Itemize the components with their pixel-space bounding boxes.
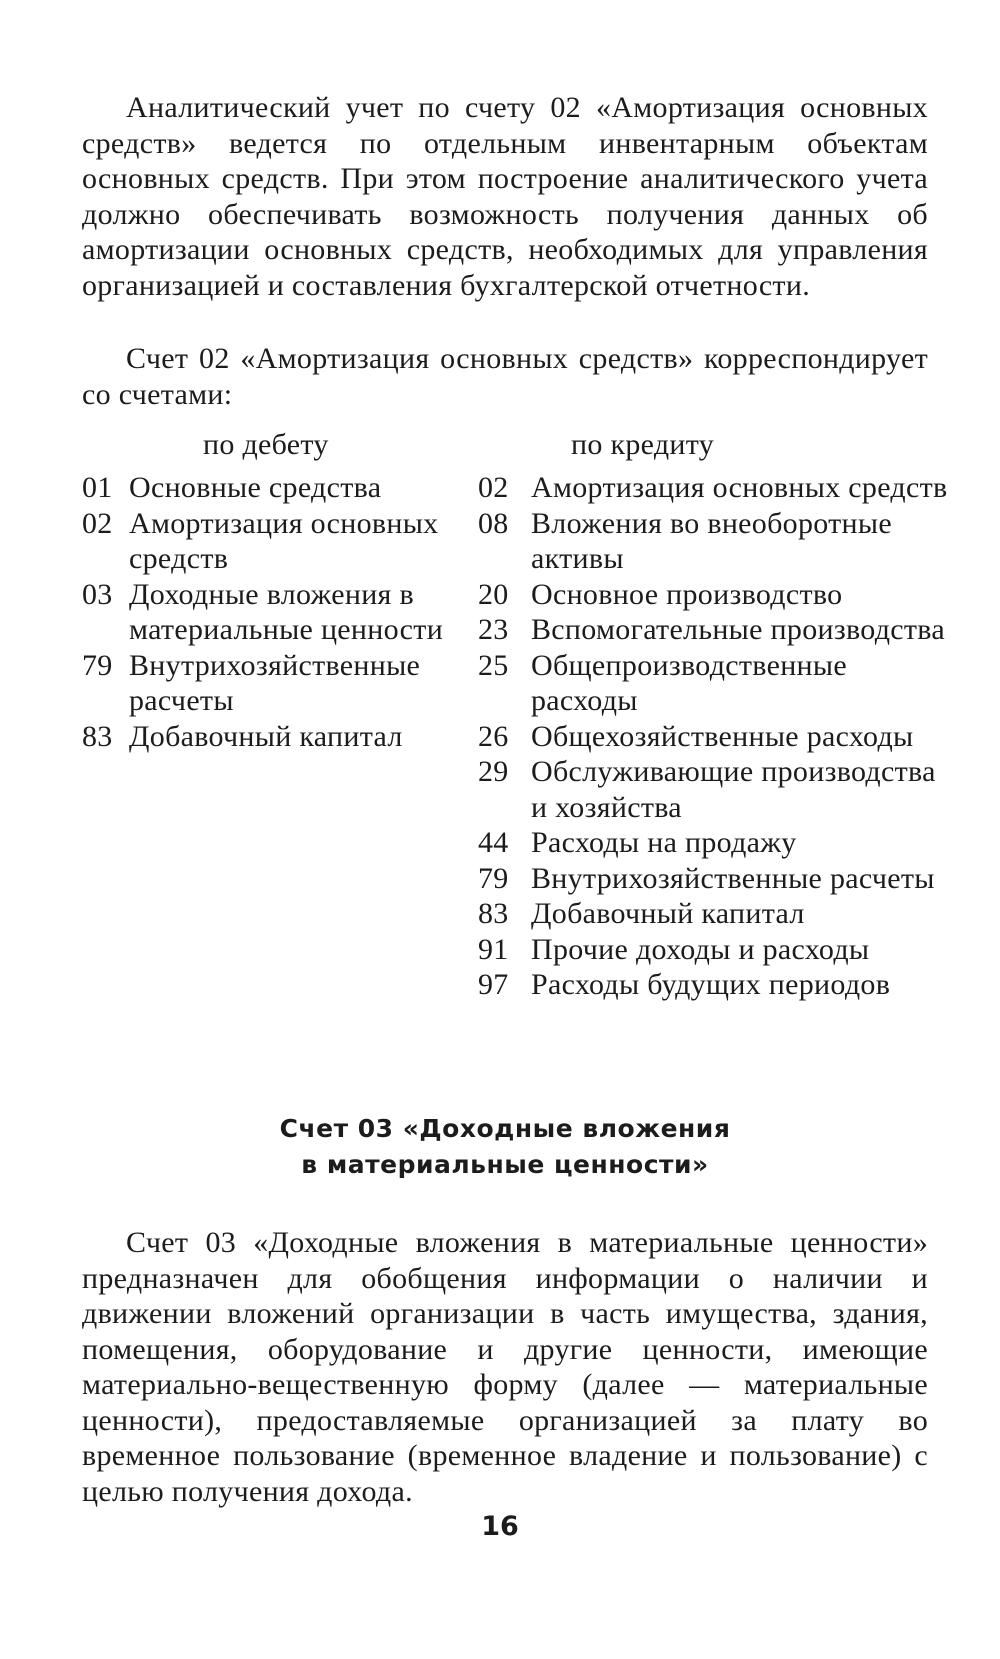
debit-accounts-list	[82, 470, 467, 754]
list-item	[478, 967, 948, 1003]
account-code: 91	[478, 932, 509, 966]
list-item	[478, 754, 948, 825]
list-item	[478, 506, 948, 577]
account-code: 25	[478, 648, 509, 682]
account-name: Расходы на продажу	[531, 826, 797, 859]
list-item	[478, 719, 948, 755]
account-code: 44	[478, 826, 509, 859]
list-item	[82, 577, 467, 648]
account-name: Обслуживающие производства и хозяйства	[531, 755, 936, 824]
list-item	[478, 861, 948, 897]
account-code: 29	[478, 755, 509, 788]
list-item	[478, 612, 948, 648]
account-name: Расходы будущих периодов	[531, 968, 891, 1001]
list-item	[478, 896, 948, 932]
account-name: Добавочный капитал	[129, 719, 403, 753]
account-code: 23	[478, 613, 509, 646]
account-code: 01	[82, 471, 113, 504]
account-code: 26	[478, 719, 509, 753]
account-name: Добавочный капитал	[531, 897, 805, 930]
page-number: 16	[481, 1511, 519, 1542]
account-name: Вложения во внеоборотные активы	[531, 506, 892, 575]
list-item	[82, 506, 467, 577]
account-code: 20	[478, 577, 509, 611]
list-item	[478, 932, 948, 968]
account-code: 03	[82, 577, 113, 611]
section-heading-line-2: в материальные ценности»	[301, 1150, 709, 1179]
account-name: Общепроизводственные расходы	[531, 648, 847, 717]
list-item	[478, 648, 948, 719]
account-code: 97	[478, 968, 509, 1001]
intro-paragraph: Аналитический учет по счету 02 «Амортизация основных средств» ведется по отдельным инвентарным объектам основных средств. При этом построение аналитического учета должно обеспечивать возможность получения данных об амортизации основных средств, необходимых для управления организацией и составления бухгалтерской отчетности.	[82, 91, 928, 302]
section-heading	[82, 1111, 928, 1183]
list-item	[82, 470, 467, 506]
list-item	[478, 825, 948, 861]
list-item	[82, 719, 467, 755]
account-name: Амортизация основных средств	[531, 471, 948, 504]
account-code: 02	[478, 471, 509, 504]
account-name: Вспомогательные производства	[531, 613, 945, 646]
list-item	[478, 577, 948, 613]
account-name: Основные средства	[129, 471, 382, 504]
account-name: Общехозяйственные расходы	[531, 719, 914, 753]
account-code: 79	[478, 861, 509, 895]
section-heading-line-1: Счет 03 «Доходные вложения	[279, 1114, 731, 1143]
account-code: 79	[82, 648, 113, 682]
account-code: 83	[82, 719, 113, 753]
account03-paragraph: Счет 03 «Доходные вложения в материальные ценности» предназначен для обобщения информации о наличии и движении вложений организации в часть имущества, здания, помещения, оборудование и другие ценности, имеющие материально-вещественную форму (далее — материальные ценности), предоставляемые организацией за плату во временное пользование (временное владение и пользование) с целью получения дохода.	[82, 1226, 928, 1508]
list-item	[82, 648, 467, 719]
account-code: 83	[478, 897, 509, 930]
account-name: Доходные вложения в материальные ценности	[129, 577, 444, 646]
list-item	[478, 470, 948, 506]
credit-column-heading: по кредиту	[571, 428, 715, 461]
debit-column-heading: по дебету	[203, 428, 329, 461]
account-name: Внутрихозяйственные расчеты	[129, 648, 421, 717]
correspondence-paragraph: Счет 02 «Амортизация основных средств» корреспондирует со счетами:	[82, 342, 928, 411]
account-name: Амортизация основных средств	[129, 506, 439, 575]
account-name: Внутрихозяйственные расчеты	[531, 861, 935, 895]
account-name: Основное производство	[531, 577, 843, 611]
account-code: 08	[478, 506, 509, 540]
credit-accounts-list	[478, 470, 948, 1003]
account-name: Прочие доходы и расходы	[531, 932, 870, 966]
account-code: 02	[82, 506, 113, 540]
